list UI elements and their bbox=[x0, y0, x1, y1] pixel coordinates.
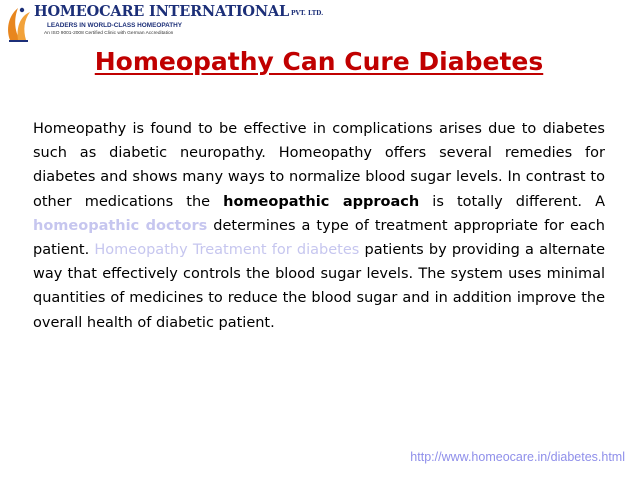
body-paragraph bbox=[33, 117, 605, 335]
homeocare-logo-icon bbox=[4, 4, 36, 44]
body-text-part-1: Homeopathy is found to be effective in complications arises due to diabetes such as diabetic neuropathy. Homeopathy offers several remedies for diabetes and shows many ways to normalize blood sugar levels. In contrast to other medications the bbox=[33, 121, 605, 210]
iso-certification: An ISO 9001-2008 Certified Clinic with German Accreditation bbox=[44, 31, 174, 36]
body-text-part-2: is totally different. A bbox=[419, 193, 605, 210]
footer-url-link[interactable]: http://www.homeocare.in/diabetes.html bbox=[410, 450, 625, 464]
page-title: Homeopathy Can Cure Diabetes bbox=[94, 47, 544, 76]
company-name: HOMEOCARE INTERNATIONAL PVT. LTD. bbox=[34, 3, 324, 20]
homeopathic-approach-emphasis: homeopathic approach bbox=[223, 193, 420, 210]
company-tagline: LEADERS IN WORLD-CLASS HOMEOPATHY bbox=[47, 22, 183, 29]
body-text-part-3: determines a type of treatment appropriate for each patient. bbox=[33, 217, 605, 259]
company-suffix: PVT. LTD. bbox=[290, 10, 324, 17]
homeopathy-treatment-link[interactable]: Homeopathy Treatment for diabetes bbox=[94, 242, 360, 259]
body-text-part-4: patients by providing a alternate way that effectively controls the blood sugar levels. The system uses minimal quantities of medicines to reduce the blood sugar and in addition improve the overall health of diabetic patient. bbox=[33, 242, 605, 331]
company-logo[interactable] bbox=[2, 2, 324, 44]
homeopathic-doctors-link[interactable]: homeopathic doctors bbox=[33, 217, 208, 234]
